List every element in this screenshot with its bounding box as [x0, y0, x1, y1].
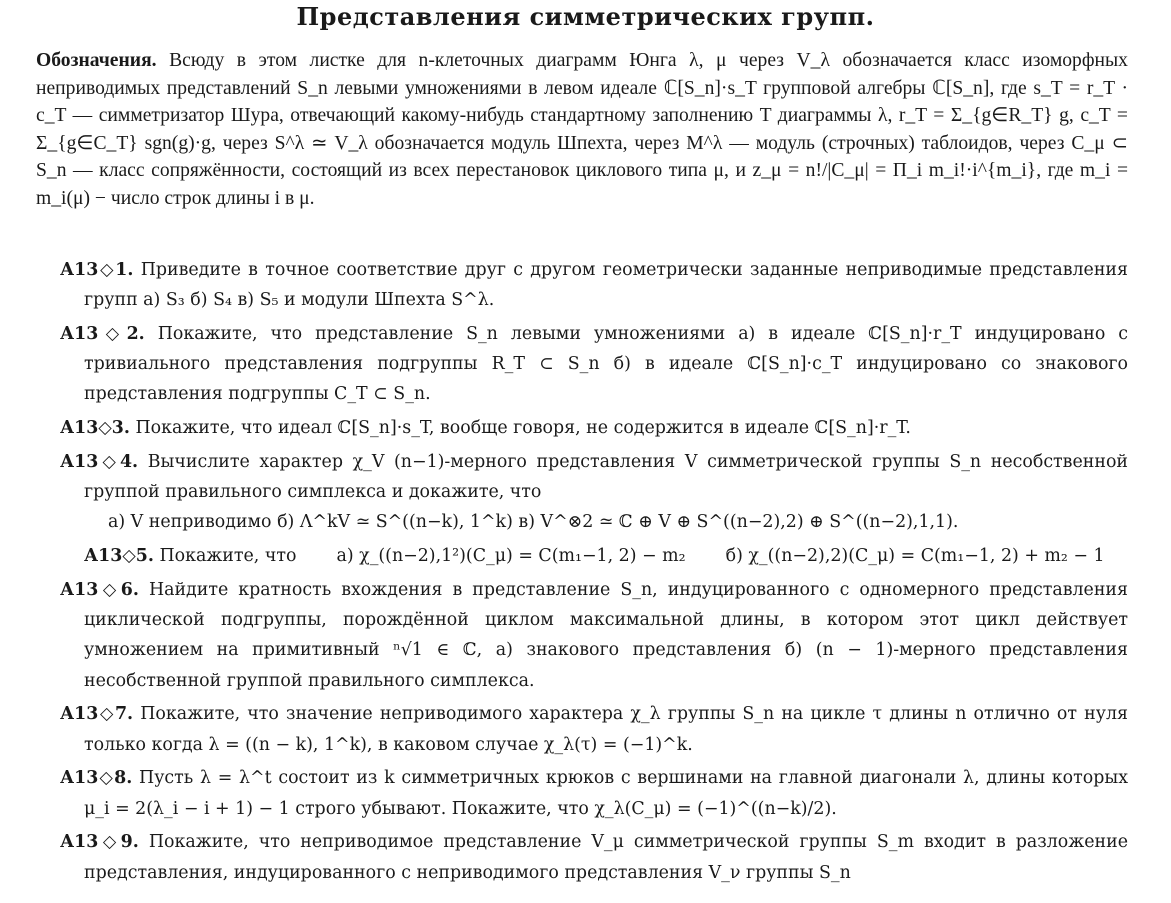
problem-number: А13◇7. — [60, 704, 134, 725]
problem-text: Покажите, что значение неприводимого характера χ_λ группы S_n на цикле τ длины n отлично от нуля только когда λ = ((n − k), 1^k), в каковом случае χ_λ(τ) = (−1)^k. — [84, 704, 1128, 755]
part-a: а) V неприводимо — [108, 512, 272, 533]
problem-text: Пусть λ = λ^t состоит из k симметричных крюков с вершинами на главной диагонали λ, длины которых μ_i = 2(λ_i − i + 1) − 1 строго убывают. Покажите, что χ_λ(C_μ) = (−1)^((n−k)/2). — [84, 768, 1129, 819]
problem-9 — [60, 827, 1128, 887]
problem-5 — [60, 541, 1128, 571]
page-title: Представления симметрических групп. — [296, 2, 875, 31]
problem-number: А13◇1. — [60, 260, 134, 280]
problem-1 — [60, 255, 1128, 315]
problem-number: А13◇4. — [60, 452, 139, 472]
notation-paragraph — [36, 47, 1128, 212]
part-c: в) V^⊗2 ≃ ℂ ⊕ V ⊕ S^((n−2),2) ⊕ S^((n−2),1,1). — [518, 512, 959, 533]
problem-text: Покажите, что представление S_n левыми умножениями а) в идеале ℂ[S_n]·r_T индуцировано с тривиального представления подгруппы R_T ⊂ S_n б) в идеале ℂ[S_n]·c_T индуцировано со знакового представления подгруппы C_T ⊂ S_n. — [84, 324, 1128, 405]
part-b: б) Λ^kV ≃ S^((n−k), 1^k) — [277, 512, 513, 533]
problem-number: А13◇5. — [84, 546, 154, 567]
problem-text: Вычислите характер χ_V (n−1)-мерного представления V симметрической группы S_n несобственной группой правильного симплекса и докажите, что — [84, 452, 1129, 503]
problem-number: А13◇8. — [60, 768, 133, 789]
problem-2 — [60, 319, 1128, 410]
notation-text: Всюду в этом листке для n-клеточных диаграмм Юнга λ, μ через V_λ обозначается класс изоморфных неприводимых представлений S_n левыми умножениями в левом идеале ℂ[S_n]·s_T групповой алгебры ℂ[S_n], где s_T = r_T · c_T — симметризатор Шура, отвечающий какому-нибудь стандартному заполнению T диаграммы λ, r_T = Σ_{g∈R_T} g, c_T = Σ_{g∈C_T} sgn(g)·g, через S^λ ≃ V_λ обозначается модуль Шпехта, через M^λ — модуль (строчных) таблоидов, через C_μ ⊂ S_n — класс сопряжённости, состоящий из всех перестановок циклового типа μ, и z_μ = n!/|C_μ| = Π_i m_i!·i^{m_i}, где m_i = m_i(μ) − число строк длины i в μ. — [36, 50, 1128, 209]
problem-7 — [60, 699, 1128, 759]
problem-4-parts — [84, 507, 1128, 537]
problem-4 — [60, 447, 1128, 538]
part-a: а) χ_((n−2),1²)(C_μ) = C(m₁−1, 2) − m₂ — [336, 546, 686, 567]
problem-6 — [60, 575, 1128, 696]
problem-text: Покажите, что неприводимое представление V_μ симметрической группы S_m входит в разложение представления, индуцированного с неприводимого представления V_ν группы S_n — [84, 832, 1128, 883]
problem-text: Покажите, что идеал ℂ[S_n]·s_T, вообще говоря, не содержится в идеале ℂ[S_n]·r_T. — [135, 418, 911, 439]
problem-number: А13◇9. — [60, 832, 139, 853]
problem-text: Приведите в точное соответствие друг с другом геометрически заданные неприводимые представления групп а) S₃ б) S₄ в) S₅ и модули Шпехта S^λ. — [84, 260, 1128, 311]
problem-number: А13◇3. — [60, 418, 130, 439]
problem-text: Покажите, что — [159, 546, 297, 567]
part-b: б) χ_((n−2),2)(C_μ) = C(m₁−1, 2) + m₂ − 1 — [725, 546, 1105, 567]
problem-8 — [60, 763, 1128, 823]
problem-number: А13◇6. — [60, 580, 139, 600]
problem-number: А13◇2. — [60, 324, 145, 344]
problem-text: Найдите кратность вхождения в представление S_n, индуцированного с одномерного представления циклической подгруппы, порождённой циклом максимальной длины, в котором этот цикл действует умножением на примитивный ⁿ√1 ∈ ℂ, а) знакового представления б) (n − 1)-мерного представления несобственной группой правильного симплекса. — [84, 580, 1128, 691]
notation-label: Обозначения. — [36, 50, 157, 71]
problem-list — [60, 255, 1128, 891]
problem-3 — [60, 413, 1128, 443]
